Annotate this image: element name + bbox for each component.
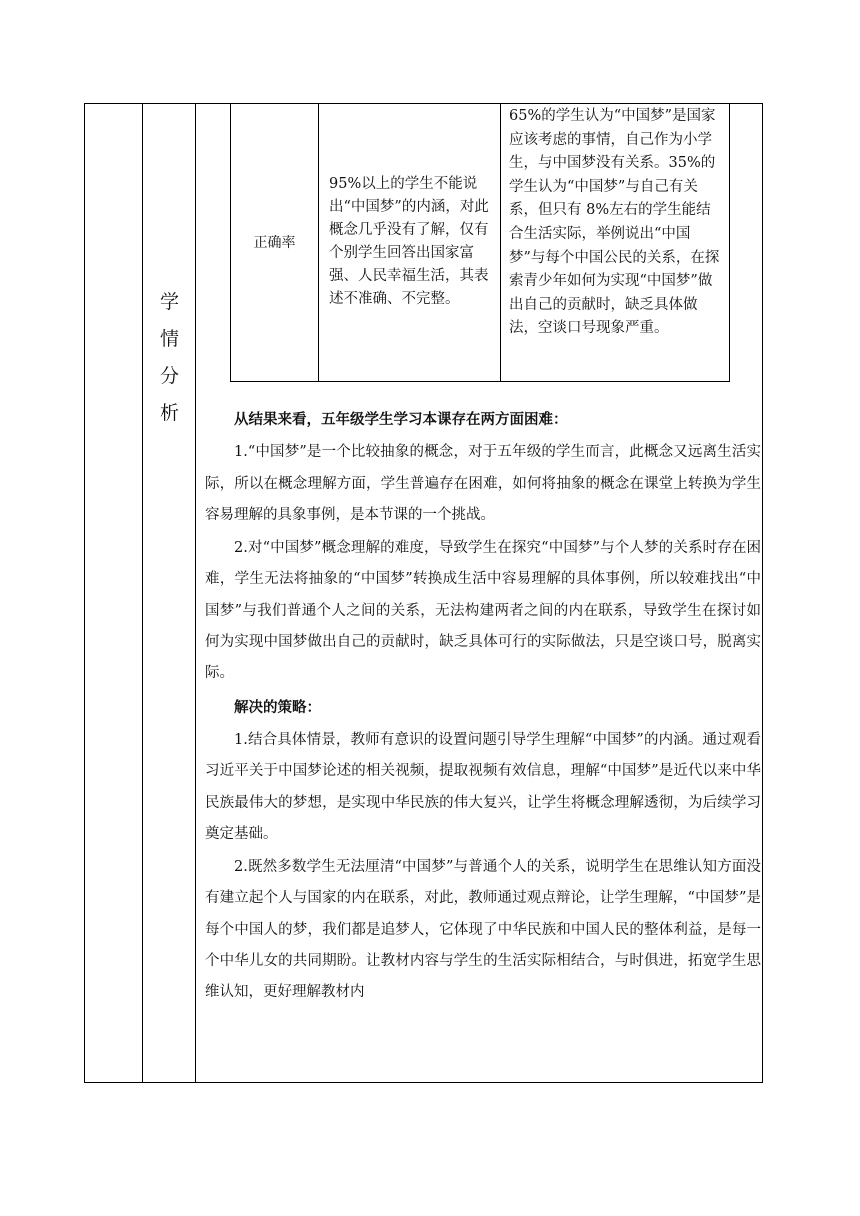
blank-column	[84, 103, 143, 1083]
strategy-point-1: 1.结合具体情景，教师有意识的设置问题引导学生理解“中国梦”的内涵。通过观看习近平关于中国梦论述的相关视频，提取视频有效信息，理解“中国梦”是近代以来中华民族最伟大的梦想，是实现中华民族的伟大复兴，让学生将概念理解透彻，为后续学习奠定基础。	[205, 731, 761, 842]
difficulty-point-2: 2.对“中国梦”概念理解的难度，导致学生在探究“中国梦”与个人梦的关系时存在困难，学生无法将抽象的“中国梦”转换成生活中容易理解的具体事例，所以较难找出“中国梦”与我们普通个人之间的关系，无法构建两者之间的内在联系，导致学生在探讨如何为实现中国梦做出自己的贡献时，缺乏具体可行的实际做法，只是空谈口号，脱离实际。	[205, 540, 761, 682]
section-label-char: 析	[159, 402, 179, 424]
section-label-column	[143, 103, 196, 1083]
relation-result-cell	[501, 103, 731, 381]
concept-result-cell	[319, 103, 501, 381]
section-label-char: 学	[159, 291, 179, 313]
concept-result-text: 95%以上的学生不能说出“中国梦”的内涵，对此概念几乎没有了解，仅有个别学生回答出国家富强、人民幸福生活，其表述不准确、不完整。	[329, 176, 489, 307]
row-label-cell	[231, 103, 319, 381]
survey-result-table	[230, 103, 730, 382]
row-label: 正确率	[253, 235, 296, 251]
analysis-content	[205, 404, 761, 1011]
difficulty-point-1: 1.“中国梦”是一个比较抽象的概念，对于五年级的学生而言，此概念又远离生活实际，所以在概念理解方面，学生普遍存在困难，如何将抽象的概念在课堂上转换为学生容易理解的具象事例，是本节课的一个挑战。	[205, 444, 761, 523]
relation-result-text: 65%的学生认为“中国梦”是国家应该考虑的事情，自己作为小学生，与中国梦没有关系。35%的学生认为“中国梦”与自己有关系，但只有 8%左右的学生能结合生活实际，举例说出“中国梦”与每个中国公民的关系，在探索青少年如何为实现“中国梦”做出自己的贡献时，缺乏具体做法，空谈口号现象严重。	[509, 108, 720, 337]
section-label-char: 分	[159, 365, 179, 387]
section-label-char: 情	[159, 328, 179, 350]
strategy-point-2: 2.既然多数学生无法厘清“中国梦”与普通个人的关系，说明学生在思维认知方面没有建立起个人与国家的内在联系，对此，教师通过观点辩论，让学生理解，“中国梦”是每个中国人的梦，我们都是追梦人，它体现了中华民族和中国人民的整体利益，是每一个中华儿女的共同期盼。让教材内容与学生的生活实际相结合，与时俱进，拓宽学生思维认知，更好理解教材内	[205, 859, 761, 1001]
difficulty-heading: 从结果来看，五年级学生学习本课存在两方面困难：	[234, 411, 568, 428]
section-label	[143, 290, 196, 438]
strategy-heading: 解决的策略：	[234, 698, 321, 716]
